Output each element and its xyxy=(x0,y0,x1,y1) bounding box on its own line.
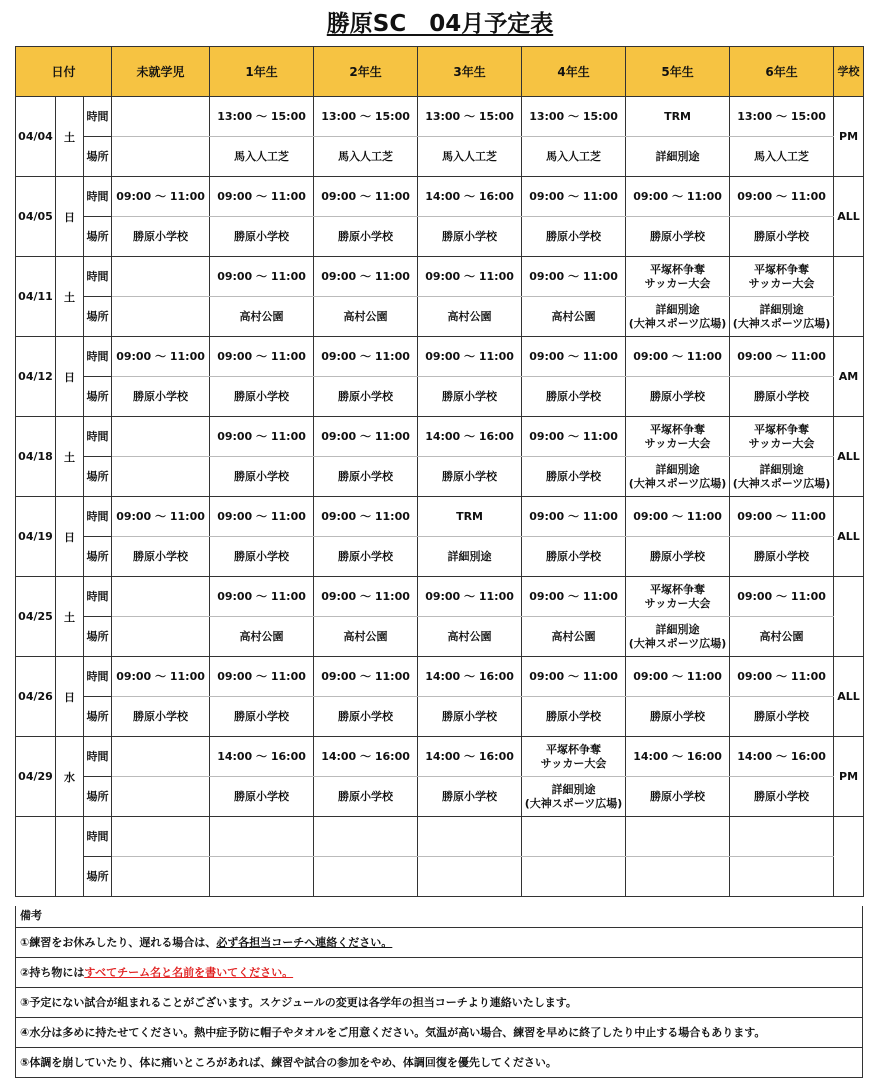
place-cell: 詳細別途 (大神スポーツ広場) xyxy=(730,457,834,497)
time-cell: 09:00 〜 11:00 xyxy=(730,577,834,617)
row-date: 04/29 xyxy=(16,737,56,817)
place-label: 場所 xyxy=(84,617,112,657)
place-cell xyxy=(210,857,314,897)
schedule-row-time xyxy=(16,97,864,137)
place-cell: 高村公園 xyxy=(418,297,522,337)
time-cell xyxy=(314,817,418,857)
time-label: 時間 xyxy=(84,577,112,617)
note-text: ③予定にない試合が組まれることがございます。スケジュールの変更は各学年の担当コーチより連絡いたします。 xyxy=(20,996,577,1009)
place-cell: 詳細別途 (大神スポーツ広場) xyxy=(626,457,730,497)
time-cell: 09:00 〜 11:00 xyxy=(418,577,522,617)
time-cell: 09:00 〜 11:00 xyxy=(522,577,626,617)
place-cell: 勝原小学校 xyxy=(522,217,626,257)
time-cell: 09:00 〜 11:00 xyxy=(314,337,418,377)
place-label: 場所 xyxy=(84,217,112,257)
time-cell: 13:00 〜 15:00 xyxy=(730,97,834,137)
time-cell: 09:00 〜 11:00 xyxy=(626,337,730,377)
place-cell: 勝原小学校 xyxy=(112,537,210,577)
schedule-row-place xyxy=(16,217,864,257)
row-date: 04/26 xyxy=(16,657,56,737)
place-cell: 高村公園 xyxy=(522,617,626,657)
time-cell: 09:00 〜 11:00 xyxy=(112,497,210,537)
school-cell: ALL xyxy=(834,497,864,577)
time-cell xyxy=(112,577,210,617)
row-weekday: 土 xyxy=(56,417,84,497)
place-cell: 勝原小学校 xyxy=(626,697,730,737)
place-cell: 勝原小学校 xyxy=(314,697,418,737)
place-cell: 勝原小学校 xyxy=(210,537,314,577)
time-cell: 09:00 〜 11:00 xyxy=(210,417,314,457)
header-grade-5: 5年生 xyxy=(626,47,730,97)
schedule-row-place xyxy=(16,697,864,737)
time-cell: 09:00 〜 11:00 xyxy=(210,257,314,297)
note-text: ②持ち物には xyxy=(20,966,85,979)
time-cell: 14:00 〜 16:00 xyxy=(730,737,834,777)
place-label: 場所 xyxy=(84,697,112,737)
place-cell: 勝原小学校 xyxy=(626,537,730,577)
header-grade-1: 1年生 xyxy=(210,47,314,97)
header-grade-3: 3年生 xyxy=(418,47,522,97)
time-cell: 09:00 〜 11:00 xyxy=(730,497,834,537)
row-weekday xyxy=(56,817,84,897)
note-line xyxy=(16,1048,862,1078)
place-cell xyxy=(626,857,730,897)
time-cell: 平塚杯争奪 サッカー大会 xyxy=(730,257,834,297)
row-date xyxy=(16,817,56,897)
row-date: 04/04 xyxy=(16,97,56,177)
place-cell: 高村公園 xyxy=(210,297,314,337)
place-cell xyxy=(522,857,626,897)
note-text: ④水分は多めに持たせてください。熱中症予防に帽子やタオルをご用意ください。気温が高い場合、練習を早めに終了したり中止する場合もあります。 xyxy=(20,1026,766,1039)
row-date: 04/12 xyxy=(16,337,56,417)
time-cell xyxy=(418,817,522,857)
time-cell: 09:00 〜 11:00 xyxy=(210,577,314,617)
place-cell xyxy=(112,457,210,497)
time-cell xyxy=(112,257,210,297)
place-cell: 馬入人工芝 xyxy=(210,137,314,177)
note-text: ⑤体調を崩していたり、体に痛いところがあれば、練習や試合の参加をやめ、体調回復を優先してください。 xyxy=(20,1056,557,1069)
place-cell: 馬入人工芝 xyxy=(418,137,522,177)
row-weekday: 土 xyxy=(56,577,84,657)
place-cell: 勝原小学校 xyxy=(210,777,314,817)
time-cell: 09:00 〜 11:00 xyxy=(314,657,418,697)
schedule-row-place xyxy=(16,857,864,897)
place-cell: 勝原小学校 xyxy=(112,697,210,737)
place-cell: 高村公園 xyxy=(314,617,418,657)
place-cell: 高村公園 xyxy=(210,617,314,657)
place-cell xyxy=(730,857,834,897)
place-cell: 勝原小学校 xyxy=(626,377,730,417)
time-cell xyxy=(522,817,626,857)
place-cell xyxy=(112,137,210,177)
time-label: 時間 xyxy=(84,817,112,857)
place-cell: 勝原小学校 xyxy=(112,377,210,417)
schedule-row-time xyxy=(16,657,864,697)
time-cell: 09:00 〜 11:00 xyxy=(522,417,626,457)
time-cell: 13:00 〜 15:00 xyxy=(210,97,314,137)
time-cell: 09:00 〜 11:00 xyxy=(210,497,314,537)
place-label: 場所 xyxy=(84,377,112,417)
time-cell: 09:00 〜 11:00 xyxy=(112,337,210,377)
time-cell: 09:00 〜 11:00 xyxy=(522,657,626,697)
place-cell: 勝原小学校 xyxy=(626,777,730,817)
place-cell: 詳細別途 xyxy=(626,137,730,177)
schedule-row-time xyxy=(16,417,864,457)
time-cell: 09:00 〜 11:00 xyxy=(314,417,418,457)
school-cell: ALL xyxy=(834,177,864,257)
place-label: 場所 xyxy=(84,137,112,177)
time-cell xyxy=(112,97,210,137)
time-cell: 09:00 〜 11:00 xyxy=(314,497,418,537)
time-label: 時間 xyxy=(84,417,112,457)
notes-heading: 備考 xyxy=(16,906,862,928)
school-cell xyxy=(834,257,864,337)
note-line xyxy=(16,958,862,988)
time-cell: 09:00 〜 11:00 xyxy=(112,657,210,697)
schedule-row-place xyxy=(16,297,864,337)
time-cell: 09:00 〜 11:00 xyxy=(522,257,626,297)
place-label: 場所 xyxy=(84,537,112,577)
place-label: 場所 xyxy=(84,297,112,337)
time-cell: 09:00 〜 11:00 xyxy=(210,337,314,377)
time-cell xyxy=(112,737,210,777)
place-cell xyxy=(112,297,210,337)
schedule-table xyxy=(15,46,864,897)
time-cell: 平塚杯争奪 サッカー大会 xyxy=(626,577,730,617)
place-cell: 馬入人工芝 xyxy=(314,137,418,177)
place-cell: 高村公園 xyxy=(730,617,834,657)
note-text: ①練習をお休みしたり、遅れる場合は、 xyxy=(20,936,217,949)
place-cell: 勝原小学校 xyxy=(730,777,834,817)
time-cell xyxy=(626,817,730,857)
header-grade-6: 6年生 xyxy=(730,47,834,97)
row-date: 04/05 xyxy=(16,177,56,257)
school-cell: ALL xyxy=(834,657,864,737)
time-cell: 09:00 〜 11:00 xyxy=(314,177,418,217)
place-cell xyxy=(112,617,210,657)
header-school: 学校 xyxy=(834,47,864,97)
place-cell: 勝原小学校 xyxy=(210,697,314,737)
school-cell xyxy=(834,817,864,897)
place-cell: 詳細別途 xyxy=(418,537,522,577)
place-cell: 馬入人工芝 xyxy=(730,137,834,177)
time-cell: 09:00 〜 11:00 xyxy=(418,257,522,297)
school-cell xyxy=(834,577,864,657)
place-cell: 勝原小学校 xyxy=(314,457,418,497)
time-cell: TRM xyxy=(418,497,522,537)
time-cell xyxy=(730,817,834,857)
note-text: 必ず各担当コーチへ連絡ください。 xyxy=(216,936,393,949)
time-cell: 09:00 〜 11:00 xyxy=(626,497,730,537)
place-cell: 勝原小学校 xyxy=(418,777,522,817)
time-cell: 09:00 〜 11:00 xyxy=(314,257,418,297)
time-cell: 14:00 〜 16:00 xyxy=(626,737,730,777)
school-cell: AM xyxy=(834,337,864,417)
place-cell: 詳細別途 (大神スポーツ広場) xyxy=(626,617,730,657)
notes-section xyxy=(15,906,863,1078)
row-date: 04/18 xyxy=(16,417,56,497)
place-label: 場所 xyxy=(84,857,112,897)
time-cell: 09:00 〜 11:00 xyxy=(626,657,730,697)
place-cell: 勝原小学校 xyxy=(730,377,834,417)
time-cell: 09:00 〜 11:00 xyxy=(730,177,834,217)
place-cell xyxy=(314,857,418,897)
place-cell xyxy=(112,777,210,817)
time-label: 時間 xyxy=(84,737,112,777)
time-cell: 14:00 〜 16:00 xyxy=(314,737,418,777)
time-cell xyxy=(112,817,210,857)
schedule-row-time xyxy=(16,817,864,857)
schedule-row-place xyxy=(16,537,864,577)
schedule-row-place xyxy=(16,617,864,657)
place-cell: 勝原小学校 xyxy=(626,217,730,257)
place-cell: 勝原小学校 xyxy=(112,217,210,257)
place-cell: 勝原小学校 xyxy=(314,217,418,257)
time-cell: 平塚杯争奪 サッカー大会 xyxy=(626,417,730,457)
time-cell: TRM xyxy=(626,97,730,137)
header-row xyxy=(16,47,864,97)
place-cell: 勝原小学校 xyxy=(730,217,834,257)
place-cell: 勝原小学校 xyxy=(314,537,418,577)
row-weekday: 水 xyxy=(56,737,84,817)
place-cell: 勝原小学校 xyxy=(418,697,522,737)
schedule-row-time xyxy=(16,737,864,777)
time-cell: 平塚杯争奪 サッカー大会 xyxy=(730,417,834,457)
time-cell: 09:00 〜 11:00 xyxy=(210,657,314,697)
place-cell: 勝原小学校 xyxy=(210,457,314,497)
time-label: 時間 xyxy=(84,97,112,137)
row-weekday: 土 xyxy=(56,97,84,177)
time-cell xyxy=(112,417,210,457)
row-weekday: 日 xyxy=(56,497,84,577)
header-preschool: 未就学児 xyxy=(112,47,210,97)
time-cell: 09:00 〜 11:00 xyxy=(522,337,626,377)
place-cell: 勝原小学校 xyxy=(522,697,626,737)
place-cell: 勝原小学校 xyxy=(210,377,314,417)
time-cell: 09:00 〜 11:00 xyxy=(314,577,418,617)
time-cell: 14:00 〜 16:00 xyxy=(418,657,522,697)
place-cell: 勝原小学校 xyxy=(418,217,522,257)
time-cell: 14:00 〜 16:00 xyxy=(418,177,522,217)
place-cell xyxy=(112,857,210,897)
place-cell: 高村公園 xyxy=(418,617,522,657)
time-cell: 09:00 〜 11:00 xyxy=(112,177,210,217)
time-cell: 14:00 〜 16:00 xyxy=(210,737,314,777)
time-cell: 14:00 〜 16:00 xyxy=(418,417,522,457)
note-line xyxy=(16,928,862,958)
place-cell: 高村公園 xyxy=(522,297,626,337)
place-cell: 勝原小学校 xyxy=(522,537,626,577)
time-cell: 09:00 〜 11:00 xyxy=(522,497,626,537)
row-date: 04/11 xyxy=(16,257,56,337)
place-cell: 勝原小学校 xyxy=(210,217,314,257)
school-cell: ALL xyxy=(834,417,864,497)
schedule-row-place xyxy=(16,777,864,817)
time-cell: 平塚杯争奪 サッカー大会 xyxy=(522,737,626,777)
time-cell: 09:00 〜 11:00 xyxy=(522,177,626,217)
place-cell xyxy=(418,857,522,897)
time-cell: 09:00 〜 11:00 xyxy=(730,657,834,697)
place-cell: 勝原小学校 xyxy=(418,377,522,417)
time-cell: 13:00 〜 15:00 xyxy=(314,97,418,137)
place-label: 場所 xyxy=(84,457,112,497)
school-cell: PM xyxy=(834,737,864,817)
note-warning-text: すべてチーム名と名前を書いてください。 xyxy=(84,966,294,979)
note-line xyxy=(16,988,862,1018)
place-label: 場所 xyxy=(84,777,112,817)
place-cell: 勝原小学校 xyxy=(730,697,834,737)
time-cell: 09:00 〜 11:00 xyxy=(730,337,834,377)
schedule-row-place xyxy=(16,137,864,177)
time-cell: 09:00 〜 11:00 xyxy=(626,177,730,217)
time-label: 時間 xyxy=(84,257,112,297)
place-cell: 勝原小学校 xyxy=(522,377,626,417)
header-date: 日付 xyxy=(16,47,112,97)
row-weekday: 土 xyxy=(56,257,84,337)
time-cell xyxy=(210,817,314,857)
schedule-row-time xyxy=(16,257,864,297)
time-label: 時間 xyxy=(84,497,112,537)
schedule-row-place xyxy=(16,377,864,417)
schedule-row-place xyxy=(16,457,864,497)
place-cell: 勝原小学校 xyxy=(522,457,626,497)
schedule-row-time xyxy=(16,337,864,377)
time-cell: 13:00 〜 15:00 xyxy=(418,97,522,137)
note-line xyxy=(16,1018,862,1048)
place-cell: 勝原小学校 xyxy=(730,537,834,577)
place-cell: 勝原小学校 xyxy=(314,377,418,417)
time-label: 時間 xyxy=(84,657,112,697)
schedule-row-time xyxy=(16,497,864,537)
row-weekday: 日 xyxy=(56,337,84,417)
row-weekday: 日 xyxy=(56,177,84,257)
time-cell: 平塚杯争奪 サッカー大会 xyxy=(626,257,730,297)
header-grade-2: 2年生 xyxy=(314,47,418,97)
time-label: 時間 xyxy=(84,177,112,217)
time-cell: 09:00 〜 11:00 xyxy=(418,337,522,377)
schedule-row-time xyxy=(16,177,864,217)
schedule-row-time xyxy=(16,577,864,617)
row-date: 04/19 xyxy=(16,497,56,577)
place-cell: 高村公園 xyxy=(314,297,418,337)
page-title: 勝原SC 04月予定表 xyxy=(326,11,554,37)
time-cell: 14:00 〜 16:00 xyxy=(418,737,522,777)
place-cell: 詳細別途 (大神スポーツ広場) xyxy=(730,297,834,337)
time-cell: 13:00 〜 15:00 xyxy=(522,97,626,137)
row-weekday: 日 xyxy=(56,657,84,737)
place-cell: 詳細別途 (大神スポーツ広場) xyxy=(522,777,626,817)
time-label: 時間 xyxy=(84,337,112,377)
place-cell: 馬入人工芝 xyxy=(522,137,626,177)
place-cell: 勝原小学校 xyxy=(314,777,418,817)
header-grade-4: 4年生 xyxy=(522,47,626,97)
school-cell: PM xyxy=(834,97,864,177)
row-date: 04/25 xyxy=(16,577,56,657)
time-cell: 09:00 〜 11:00 xyxy=(210,177,314,217)
place-cell: 詳細別途 (大神スポーツ広場) xyxy=(626,297,730,337)
place-cell: 勝原小学校 xyxy=(418,457,522,497)
